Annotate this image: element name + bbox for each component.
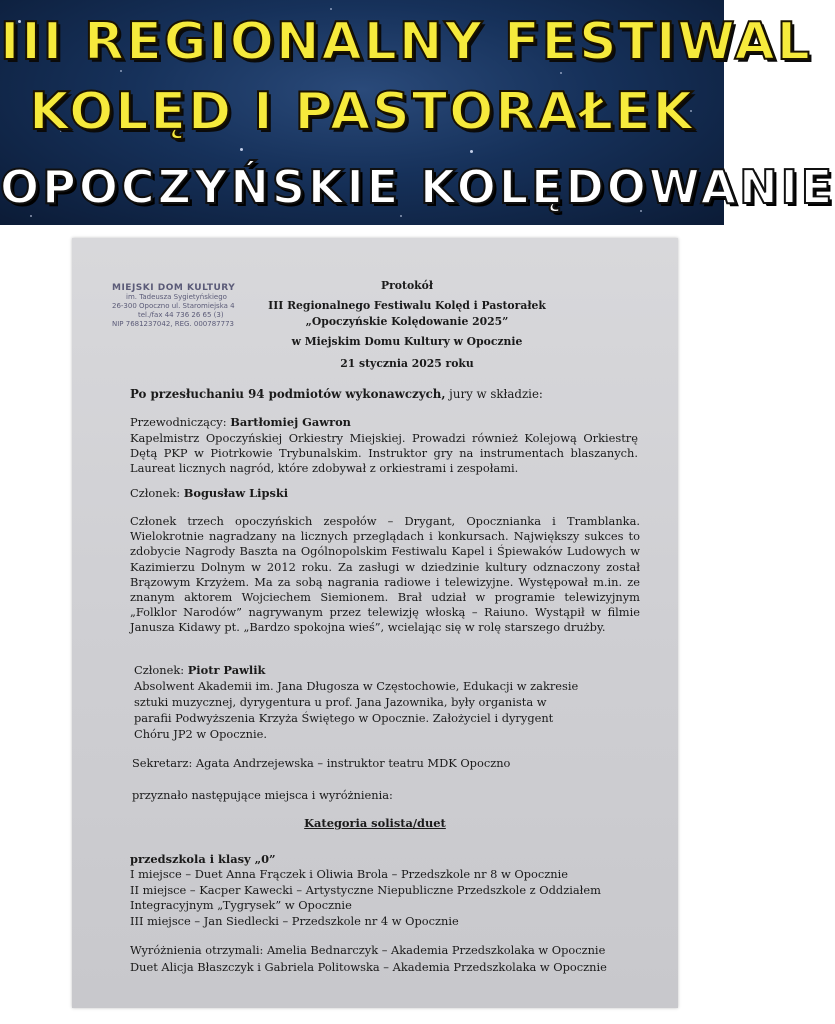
- category-title: Kategoria solista/duet: [304, 816, 446, 830]
- protocol-heading-line: „Opoczyńskie Kolędowanie 2025”: [305, 315, 509, 328]
- protocol-title: Protokół: [380, 279, 434, 292]
- intro-rest: jury w składzie:: [445, 387, 543, 401]
- banner-subtitle: OPOCZYŃSKIE KOLĘDOWANIE: [0, 160, 835, 214]
- category-group: przedszkola i klasy „0”: [130, 852, 276, 866]
- star-decoration: [470, 150, 473, 153]
- result-second-place: II miejsce – Kacper Kawecki – Artystyczne Niepubliczne Przedszkole z Oddziałem: [130, 883, 601, 897]
- honorable-mentions-cont: Duet Alicja Błaszczyk i Gabriela Politowska – Akademia Przedszkolaka w Opocznie: [130, 960, 607, 974]
- jury-secretary: Sekretarz: Agata Andrzejewska – instruktor teatru MDK Opoczno: [132, 756, 511, 770]
- honorable-mentions: Wyróżnienia otrzymali: Amelia Bednarczyk – Akademia Przedszkolaka w Opocznie: [130, 943, 606, 957]
- jury-chair: [130, 415, 351, 430]
- jury-member-2-bio-line: parafii Podwyższenia Krzyża Świętego w Opocznie. Założyciel i dyrygent: [134, 711, 554, 725]
- stamp-line: 26-300 Opoczno ul. Staromiejska 4: [112, 302, 235, 310]
- jury-member-2-bio-line: Chóru JP2 w Opocznie.: [134, 727, 267, 741]
- result-first-place: I miejsce – Duet Anna Frączek i Oliwia Brola – Przedszkole nr 8 w Opocznie: [130, 867, 568, 881]
- jury-member-2-bio-line: sztuki muzycznej, dyrygentura u prof. Jana Jazownika, były organista w: [134, 695, 547, 709]
- star-decoration: [240, 148, 243, 151]
- jury-member-1-label: Członek:: [130, 486, 184, 500]
- jury-chair-bio: Kapelmistrz Opoczyńskiej Orkiestry Miejskiej. Prowadzi również Kolejową Orkiestrę Dętą PKP w Piotrkowie Trybunalskim. Instruktor gry na instrumentach blaszanych. Laureat licznych nagród, które zdobywał z orkiestrami i zespołami.: [130, 431, 638, 476]
- star-decoration: [400, 215, 402, 217]
- intro-bold: Po przesłuchaniu 94 podmiotów wykonawczych,: [130, 387, 446, 401]
- jury-member-1-name: Bogusław Lipski: [183, 486, 289, 500]
- protocol-date: 21 stycznia 2025 roku: [340, 357, 474, 370]
- intro-line: [130, 387, 543, 402]
- jury-chair-name: Bartłomiej Gawron: [230, 415, 351, 429]
- jury-member-1: [130, 486, 288, 501]
- banner-title-line-1: III REGIONALNY FESTIWAL: [0, 12, 812, 72]
- jury-member-2: [134, 663, 265, 678]
- protocol-document: [72, 238, 678, 1008]
- jury-member-2-name: Piotr Pawlik: [187, 663, 266, 677]
- jury-member-2-label: Członek:: [134, 663, 188, 677]
- banner-title-line-2: KOLĘD I PASTORAŁEK: [29, 82, 695, 142]
- jury-member-2-bio-line: Absolwent Akademii im. Jana Długosza w Częstochowie, Edukacji w zakresie: [134, 679, 579, 693]
- result-third-place: III miejsce – Jan Siedlecki – Przedszkole nr 4 w Opocznie: [130, 914, 459, 928]
- star-decoration: [330, 8, 332, 10]
- protocol-heading-line: w Miejskim Domu Kultury w Opocznie: [291, 335, 523, 348]
- awarded-intro: przyznało następujące miejsca i wyróżnienia:: [132, 788, 393, 802]
- stamp-institution-name: MIEJSKI DOM KULTURY: [112, 283, 236, 293]
- star-decoration: [560, 72, 562, 74]
- star-decoration: [30, 215, 32, 217]
- jury-member-1-bio: Członek trzech opoczyńskich zespołów – Drygant, Opocznianka i Tramblanka. Wielokrotnie nagradzany na licznych przeglądach i konkursach. Największy sukces to zdobycie Nagrody Baszta na Ogólnopolskim Festiwalu Kapel i Śpiewaków Ludowych w Kazimierzu Dolnym w 2012 roku. Za zasługi w dziedzinie kultury odznaczony został Brązowym Krzyżem. Ma za sobą nagrania radiowe i telewizyjne. Występował m.in. ze znanym aktorem Wojciechem Siemionem. Brał udział w programie telewizyjnym „Folklor Narodów” nagrywanym przez telewizję włoską – Raiuno. Wystąpił w filmie Janusza Kidawy pt. „Bardzo spokojna wieś”, wcielając się w rolę starszego drużby.: [130, 514, 640, 635]
- festival-banner: [0, 0, 835, 225]
- stamp-line: NIP 7681237042, REG. 000787773: [112, 320, 234, 328]
- jury-chair-label: Przewodniczący:: [130, 415, 231, 429]
- stamp-line: tel./fax 44 736 26 65 (3): [138, 311, 224, 319]
- institution-stamp: [112, 283, 262, 329]
- result-second-place-cont: Integracyjnym „Tygrysek” w Opocznie: [130, 898, 352, 912]
- stamp-line: im. Tadeusza Sygietyńskiego: [126, 293, 227, 301]
- protocol-heading-line: III Regionalnego Festiwalu Kolęd i Pastorałek: [268, 299, 546, 312]
